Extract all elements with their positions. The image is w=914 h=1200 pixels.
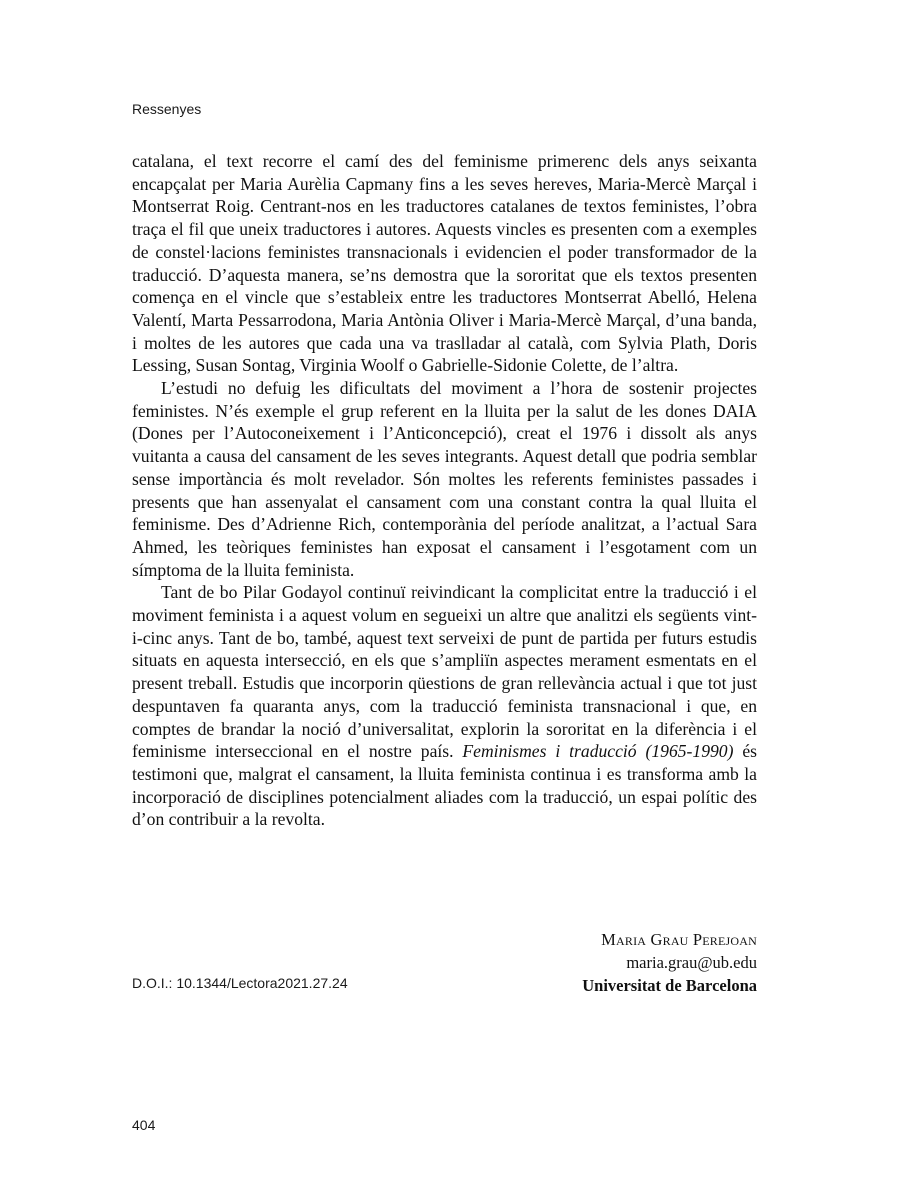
paragraph-2: L’estudi no defuig les dificultats del moviment a l’hora de sostenir projectes feministes. N’és exemple el grup referent en la lluita per la salut de les dones DAIA (Dones per l’Autoconeixement i l’Anticoncepció), creat el 1976 i dissolt als anys vuitanta a causa del cansament de les seves integrants. Aquest detall que podria semblar sense importància és molt revelador. Són moltes les referents feministes passades i presents que han assenyalat el cansament com una constant contra la qual lluita el feminisme. Des d’Adrienne Rich, contemporània del període analitzat, a l’actual Sara Ahmed, les teòriques feministes han exposat el cansament i l’esgotament com un símptoma de la lluita feminista. — [132, 378, 757, 580]
page-number: 404 — [132, 1117, 156, 1133]
running-head: Ressenyes — [132, 101, 202, 117]
paragraph-1: catalana, el text recorre el camí des del feminisme primerenc dels anys seixanta encapçalat per Maria Aurèlia Capmany fins a les seves hereves, Maria-Mercè Marçal i Montserrat Roig. Centrant-nos en les traductores catalanes de textos feministes, l’obra traça el fil que uneix traductores i autores. Aquests vincles es presenten com a exemples de constel·lacions feministes transnacionals i evidencien el poder transformador de la traducció. D’aquesta manera, se’ns demostra que la sororitat que els textos presenten comença en el vincle que s’estableix entre les traductores Montserrat Abelló, Helena Valentí, Marta Pessarrodona, Maria Antònia Oliver i Maria-Mercè Marçal, d’una banda, i moltes de les autores que cada una va traslladar al català, com Sylvia Plath, Doris Lessing, Susan Sontag, Virginia Woolf o Gabrielle-Sidonie Colette, de l’altra. — [132, 151, 757, 376]
author-email: maria.grau@ub.edu — [626, 953, 757, 972]
doi-reference: D.O.I.: 10.1344/Lectora2021.27.24 — [132, 975, 348, 991]
book-title: Feminismes i traducció (1965-1990) — [462, 741, 734, 762]
paragraph-3-text-before: Tant de bo Pilar Godayol continuï reivindicant la complicitat entre la traducció i el moviment feminista i a aquest volum en segueixi un altre que analitzi els següents vint-i-cinc anys. Tant de bo, també, aquest text serveixi de punt de partida per futurs estudis situats en aquesta intersecció, en els que s’ampliïn aspectes merament esmentats en el present treball. Estudis que incorporin qüestions de gran rellevància actual i que tot just despuntaven fa quaranta anys, com la traducció feminista transnacional i que, en comptes de brandar la noció d’universalitat, explorin la sororitat en la diferència i el feminisme interseccional en el nostre país. — [132, 582, 757, 762]
paragraph-3 — [132, 581, 757, 831]
author-affiliation: Universitat de Barcelona — [582, 976, 757, 995]
paragraph-3-text-after: és testimoni que, malgrat el cansament, la lluita feminista continua i es transforma amb la incorporació de disciplines potencialment aliades com la traducció, un espai polític des d’on contribuir a la revolta. — [132, 741, 757, 830]
signature-block — [582, 928, 757, 997]
author-name: Maria Grau Perejoan — [601, 930, 757, 949]
review-body — [132, 150, 757, 831]
